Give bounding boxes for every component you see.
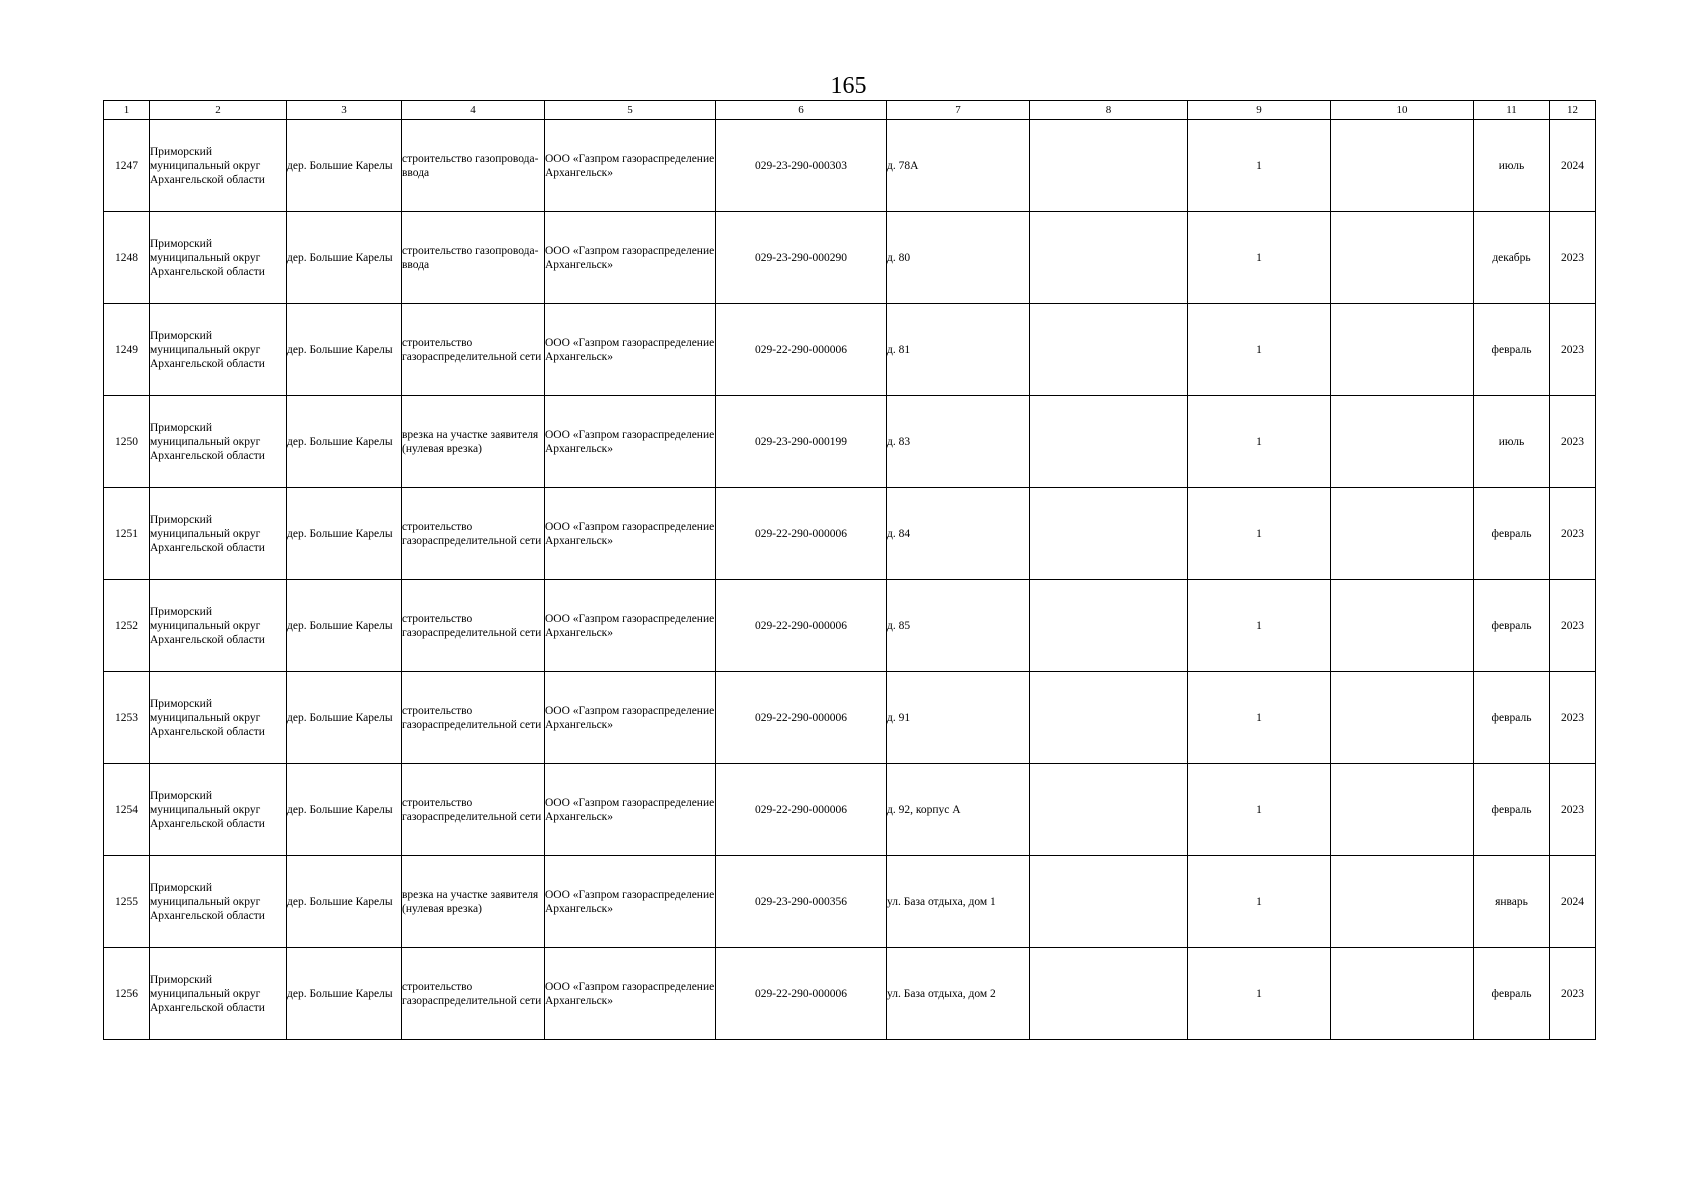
column-8-cell bbox=[1030, 948, 1188, 1040]
district-cell: Приморский муниципальный округ Архангельской области bbox=[150, 212, 287, 304]
month-cell: июль bbox=[1474, 120, 1550, 212]
year-cell: 2023 bbox=[1550, 396, 1596, 488]
column-8-cell bbox=[1030, 304, 1188, 396]
column-8-cell bbox=[1030, 672, 1188, 764]
table-row bbox=[104, 120, 1596, 212]
column-header-4: 4 bbox=[402, 101, 545, 120]
year-cell: 2024 bbox=[1550, 856, 1596, 948]
row-number-cell: 1255 bbox=[104, 856, 150, 948]
column-header-12: 12 bbox=[1550, 101, 1596, 120]
work-type-cell: строительство газопровода-ввода bbox=[402, 212, 545, 304]
header-row bbox=[104, 101, 1596, 120]
column-10-cell bbox=[1331, 580, 1474, 672]
work-type-cell: строительство газопровода-ввода bbox=[402, 120, 545, 212]
district-cell: Приморский муниципальный округ Архангельской области bbox=[150, 120, 287, 212]
count-cell: 1 bbox=[1188, 212, 1331, 304]
count-cell: 1 bbox=[1188, 948, 1331, 1040]
application-code-cell: 029-22-290-000006 bbox=[716, 764, 887, 856]
district-cell: Приморский муниципальный округ Архангельской области bbox=[150, 396, 287, 488]
column-header-6: 6 bbox=[716, 101, 887, 120]
column-10-cell bbox=[1331, 304, 1474, 396]
table-row bbox=[104, 948, 1596, 1040]
count-cell: 1 bbox=[1188, 304, 1331, 396]
application-code-cell: 029-22-290-000006 bbox=[716, 580, 887, 672]
year-cell: 2024 bbox=[1550, 120, 1596, 212]
settlement-cell: дер. Большие Карелы bbox=[287, 580, 402, 672]
organization-cell: ООО «Газпром газораспределение Архангельск» bbox=[545, 120, 716, 212]
organization-cell: ООО «Газпром газораспределение Архангельск» bbox=[545, 764, 716, 856]
table-row bbox=[104, 672, 1596, 764]
column-10-cell bbox=[1331, 488, 1474, 580]
row-number-cell: 1253 bbox=[104, 672, 150, 764]
register-table bbox=[103, 100, 1596, 1040]
column-10-cell bbox=[1331, 856, 1474, 948]
district-cell: Приморский муниципальный округ Архангельской области bbox=[150, 488, 287, 580]
month-cell: декабрь bbox=[1474, 212, 1550, 304]
address-cell: д. 85 bbox=[887, 580, 1030, 672]
year-cell: 2023 bbox=[1550, 580, 1596, 672]
column-10-cell bbox=[1331, 672, 1474, 764]
district-cell: Приморский муниципальный округ Архангельской области bbox=[150, 304, 287, 396]
application-code-cell: 029-23-290-000303 bbox=[716, 120, 887, 212]
column-8-cell bbox=[1030, 764, 1188, 856]
table-row bbox=[104, 396, 1596, 488]
column-8-cell bbox=[1030, 488, 1188, 580]
column-8-cell bbox=[1030, 120, 1188, 212]
column-8-cell bbox=[1030, 396, 1188, 488]
column-header-10: 10 bbox=[1331, 101, 1474, 120]
year-cell: 2023 bbox=[1550, 948, 1596, 1040]
month-cell: февраль bbox=[1474, 580, 1550, 672]
month-cell: февраль bbox=[1474, 304, 1550, 396]
settlement-cell: дер. Большие Карелы bbox=[287, 856, 402, 948]
count-cell: 1 bbox=[1188, 580, 1331, 672]
application-code-cell: 029-22-290-000006 bbox=[716, 948, 887, 1040]
column-8-cell bbox=[1030, 212, 1188, 304]
table-row bbox=[104, 212, 1596, 304]
district-cell: Приморский муниципальный округ Архангельской области bbox=[150, 672, 287, 764]
month-cell: февраль bbox=[1474, 948, 1550, 1040]
row-number-cell: 1251 bbox=[104, 488, 150, 580]
column-header-8: 8 bbox=[1030, 101, 1188, 120]
settlement-cell: дер. Большие Карелы bbox=[287, 212, 402, 304]
address-cell: ул. База отдыха, дом 1 bbox=[887, 856, 1030, 948]
address-cell: д. 78А bbox=[887, 120, 1030, 212]
work-type-cell: строительство газораспределительной сети bbox=[402, 948, 545, 1040]
row-number-cell: 1249 bbox=[104, 304, 150, 396]
column-header-5: 5 bbox=[545, 101, 716, 120]
work-type-cell: строительство газораспределительной сети bbox=[402, 580, 545, 672]
month-cell: февраль bbox=[1474, 672, 1550, 764]
column-8-cell bbox=[1030, 856, 1188, 948]
month-cell: январь bbox=[1474, 856, 1550, 948]
column-8-cell bbox=[1030, 580, 1188, 672]
table-row bbox=[104, 856, 1596, 948]
year-cell: 2023 bbox=[1550, 764, 1596, 856]
row-number-cell: 1256 bbox=[104, 948, 150, 1040]
column-header-3: 3 bbox=[287, 101, 402, 120]
row-number-cell: 1254 bbox=[104, 764, 150, 856]
application-code-cell: 029-22-290-000006 bbox=[716, 304, 887, 396]
row-number-cell: 1250 bbox=[104, 396, 150, 488]
column-10-cell bbox=[1331, 948, 1474, 1040]
month-cell: февраль bbox=[1474, 488, 1550, 580]
settlement-cell: дер. Большие Карелы bbox=[287, 120, 402, 212]
settlement-cell: дер. Большие Карелы bbox=[287, 396, 402, 488]
count-cell: 1 bbox=[1188, 856, 1331, 948]
column-10-cell bbox=[1331, 764, 1474, 856]
organization-cell: ООО «Газпром газораспределение Архангельск» bbox=[545, 212, 716, 304]
row-number-cell: 1248 bbox=[104, 212, 150, 304]
table-row bbox=[104, 764, 1596, 856]
application-code-cell: 029-22-290-000006 bbox=[716, 488, 887, 580]
work-type-cell: врезка на участке заявителя (нулевая врезка) bbox=[402, 856, 545, 948]
settlement-cell: дер. Большие Карелы bbox=[287, 488, 402, 580]
address-cell: д. 91 bbox=[887, 672, 1030, 764]
address-cell: д. 84 bbox=[887, 488, 1030, 580]
month-cell: февраль bbox=[1474, 764, 1550, 856]
address-cell: д. 83 bbox=[887, 396, 1030, 488]
work-type-cell: строительство газораспределительной сети bbox=[402, 488, 545, 580]
work-type-cell: строительство газораспределительной сети bbox=[402, 764, 545, 856]
table-row bbox=[104, 304, 1596, 396]
district-cell: Приморский муниципальный округ Архангельской области bbox=[150, 948, 287, 1040]
page-number: 165 bbox=[830, 73, 867, 99]
address-cell: д. 92, корпус А bbox=[887, 764, 1030, 856]
column-10-cell bbox=[1331, 120, 1474, 212]
organization-cell: ООО «Газпром газораспределение Архангельск» bbox=[545, 948, 716, 1040]
table-row bbox=[104, 488, 1596, 580]
column-10-cell bbox=[1331, 212, 1474, 304]
settlement-cell: дер. Большие Карелы bbox=[287, 764, 402, 856]
application-code-cell: 029-23-290-000290 bbox=[716, 212, 887, 304]
month-cell: июль bbox=[1474, 396, 1550, 488]
row-number-cell: 1252 bbox=[104, 580, 150, 672]
count-cell: 1 bbox=[1188, 764, 1331, 856]
column-header-2: 2 bbox=[150, 101, 287, 120]
year-cell: 2023 bbox=[1550, 672, 1596, 764]
organization-cell: ООО «Газпром газораспределение Архангельск» bbox=[545, 856, 716, 948]
column-header-9: 9 bbox=[1188, 101, 1331, 120]
table-row bbox=[104, 580, 1596, 672]
organization-cell: ООО «Газпром газораспределение Архангельск» bbox=[545, 488, 716, 580]
column-header-1: 1 bbox=[104, 101, 150, 120]
count-cell: 1 bbox=[1188, 396, 1331, 488]
table-body bbox=[104, 120, 1596, 1040]
district-cell: Приморский муниципальный округ Архангельской области bbox=[150, 856, 287, 948]
organization-cell: ООО «Газпром газораспределение Архангельск» bbox=[545, 672, 716, 764]
count-cell: 1 bbox=[1188, 120, 1331, 212]
address-cell: ул. База отдыха, дом 2 bbox=[887, 948, 1030, 1040]
column-10-cell bbox=[1331, 396, 1474, 488]
column-header-11: 11 bbox=[1474, 101, 1550, 120]
application-code-cell: 029-23-290-000356 bbox=[716, 856, 887, 948]
work-type-cell: строительство газораспределительной сети bbox=[402, 672, 545, 764]
row-number-cell: 1247 bbox=[104, 120, 150, 212]
work-type-cell: строительство газораспределительной сети bbox=[402, 304, 545, 396]
application-code-cell: 029-22-290-000006 bbox=[716, 672, 887, 764]
application-code-cell: 029-23-290-000199 bbox=[716, 396, 887, 488]
settlement-cell: дер. Большие Карелы bbox=[287, 672, 402, 764]
organization-cell: ООО «Газпром газораспределение Архангельск» bbox=[545, 396, 716, 488]
district-cell: Приморский муниципальный округ Архангельской области bbox=[150, 580, 287, 672]
district-cell: Приморский муниципальный округ Архангельской области bbox=[150, 764, 287, 856]
column-header-7: 7 bbox=[887, 101, 1030, 120]
year-cell: 2023 bbox=[1550, 488, 1596, 580]
work-type-cell: врезка на участке заявителя (нулевая врезка) bbox=[402, 396, 545, 488]
organization-cell: ООО «Газпром газораспределение Архангельск» bbox=[545, 304, 716, 396]
year-cell: 2023 bbox=[1550, 304, 1596, 396]
settlement-cell: дер. Большие Карелы bbox=[287, 304, 402, 396]
year-cell: 2023 bbox=[1550, 212, 1596, 304]
address-cell: д. 81 bbox=[887, 304, 1030, 396]
settlement-cell: дер. Большие Карелы bbox=[287, 948, 402, 1040]
organization-cell: ООО «Газпром газораспределение Архангельск» bbox=[545, 580, 716, 672]
count-cell: 1 bbox=[1188, 488, 1331, 580]
count-cell: 1 bbox=[1188, 672, 1331, 764]
address-cell: д. 80 bbox=[887, 212, 1030, 304]
